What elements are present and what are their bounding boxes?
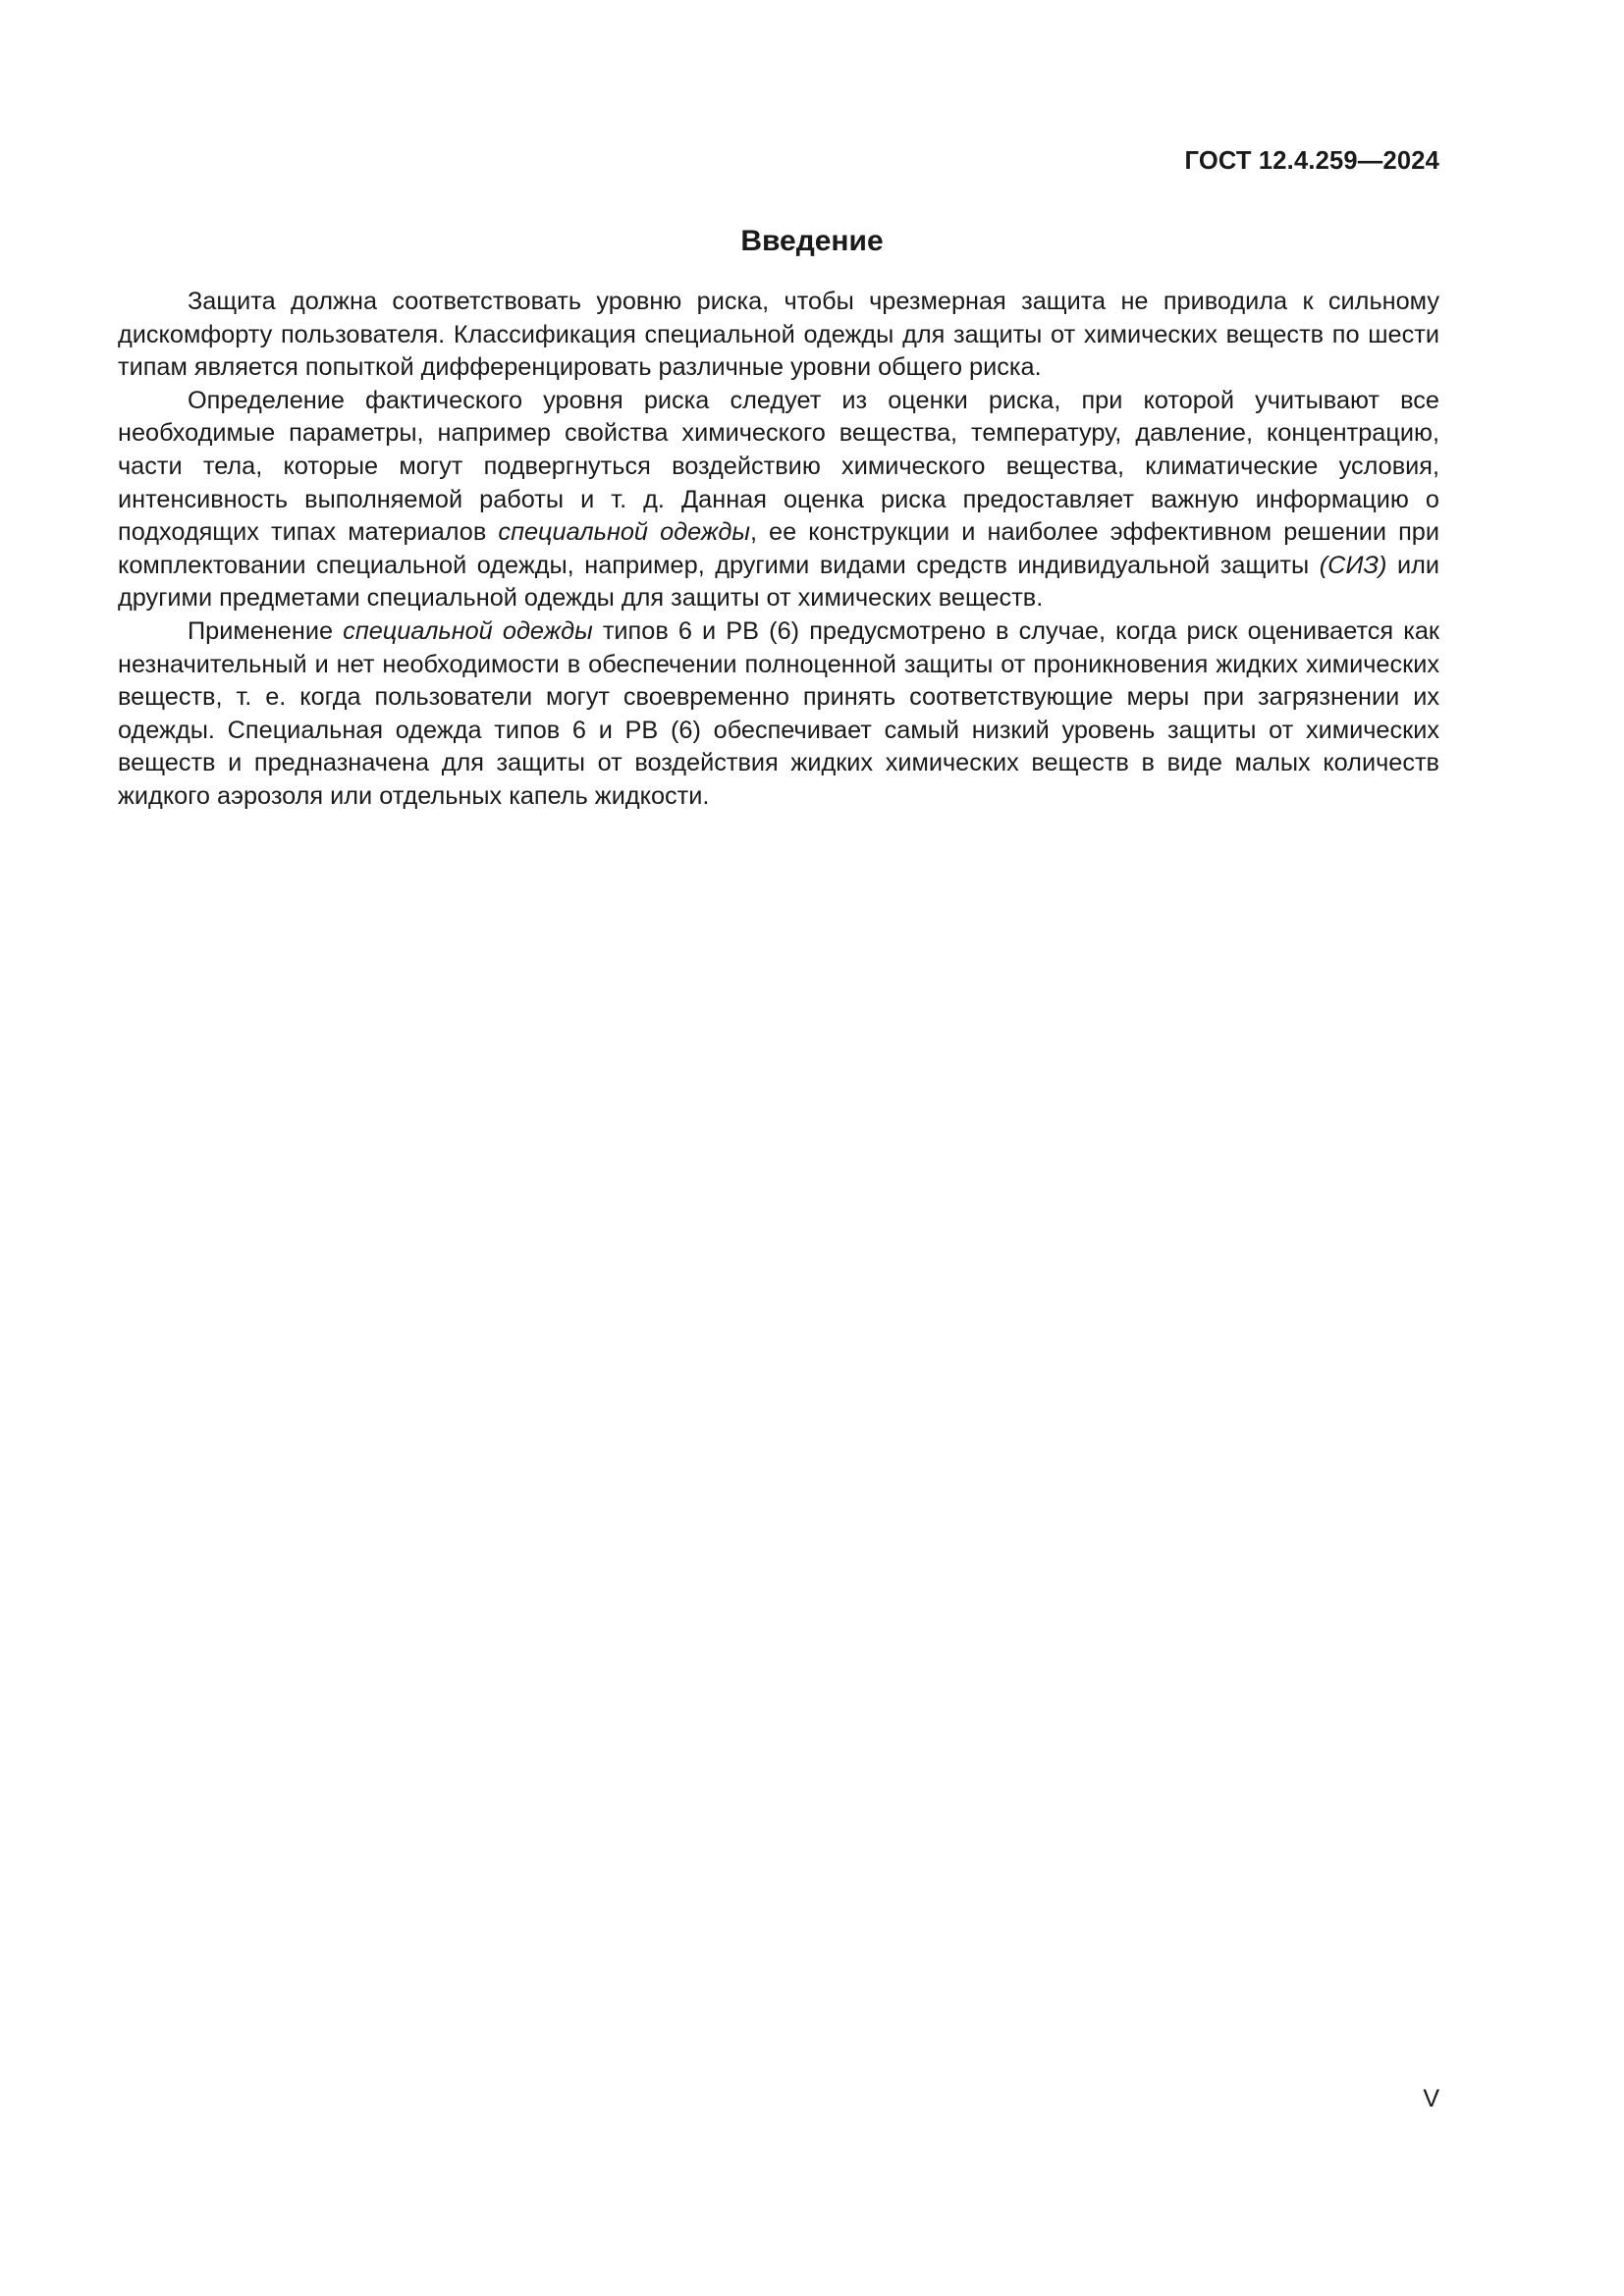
paragraph-1-text: Защита должна соответствовать уровню риска, чтобы чрезмерная защита не приводила к сильному дискомфорту пользователя. Классификация специальной одежды для защиты от химических веществ по шести типам является попыткой дифференцировать различные уровни общего риска. [118,288,1439,382]
paragraph-2-term-ppe: (СИЗ) [1319,551,1387,579]
section-body [118,286,1439,814]
document-code: ГОСТ 12.4.259—2024 [1184,147,1439,175]
paragraph-3-text-a: Применение [188,616,344,645]
paragraph-3-text-b: типов 6 и PB (6) предусмотрено в случае, когда риск оценивается как незначительный и нет необходимости в обеспечении полноценной защиты от проникновения жидких химических веществ, т. е. когда пользователи могут своевременно принять соответствующие меры при загрязнении их одежды. Специальная одежда типов 6 и PB (6) обеспечивает самый низкий уровень защиты от химических веществ и предназначена для защиты от воздействия жидких химических веществ в виде малых количеств жидкого аэрозоля или отдельных капель жидкости. [118,616,1439,810]
paragraph-1 [118,286,1439,385]
paragraph-2-text-b: , ее конструкции и наиболее эффективном решении при комплектовании специальной одежды, например, другими видами средств индивидуальной защиты [118,518,1439,579]
paragraph-3 [118,615,1439,814]
paragraph-2-text-a: Определение фактического уровня риска следует из оценки риска, при которой учитывают все необходимые параметры, например свойства химического вещества, температуру, давление, концентрацию, части тела, которые могут подвергнуться воздействию химического вещества, климатические условия, интенсивность выполняемой работы и т. д. Данная оценка риска предоставляет важную информацию о подходящих типах материалов [118,386,1439,547]
paragraph-2-text-c: или другими предметами специальной одежды для защиты от химических веществ. [118,551,1439,613]
section-title: Введение [740,225,884,257]
paragraph-2 [118,385,1439,615]
paragraph-3-term-protective-clothing: специальной одежды [343,616,593,645]
paragraph-2-term-protective-clothing: специальной одежды [498,518,750,547]
page-number: V [1423,2085,1439,2112]
